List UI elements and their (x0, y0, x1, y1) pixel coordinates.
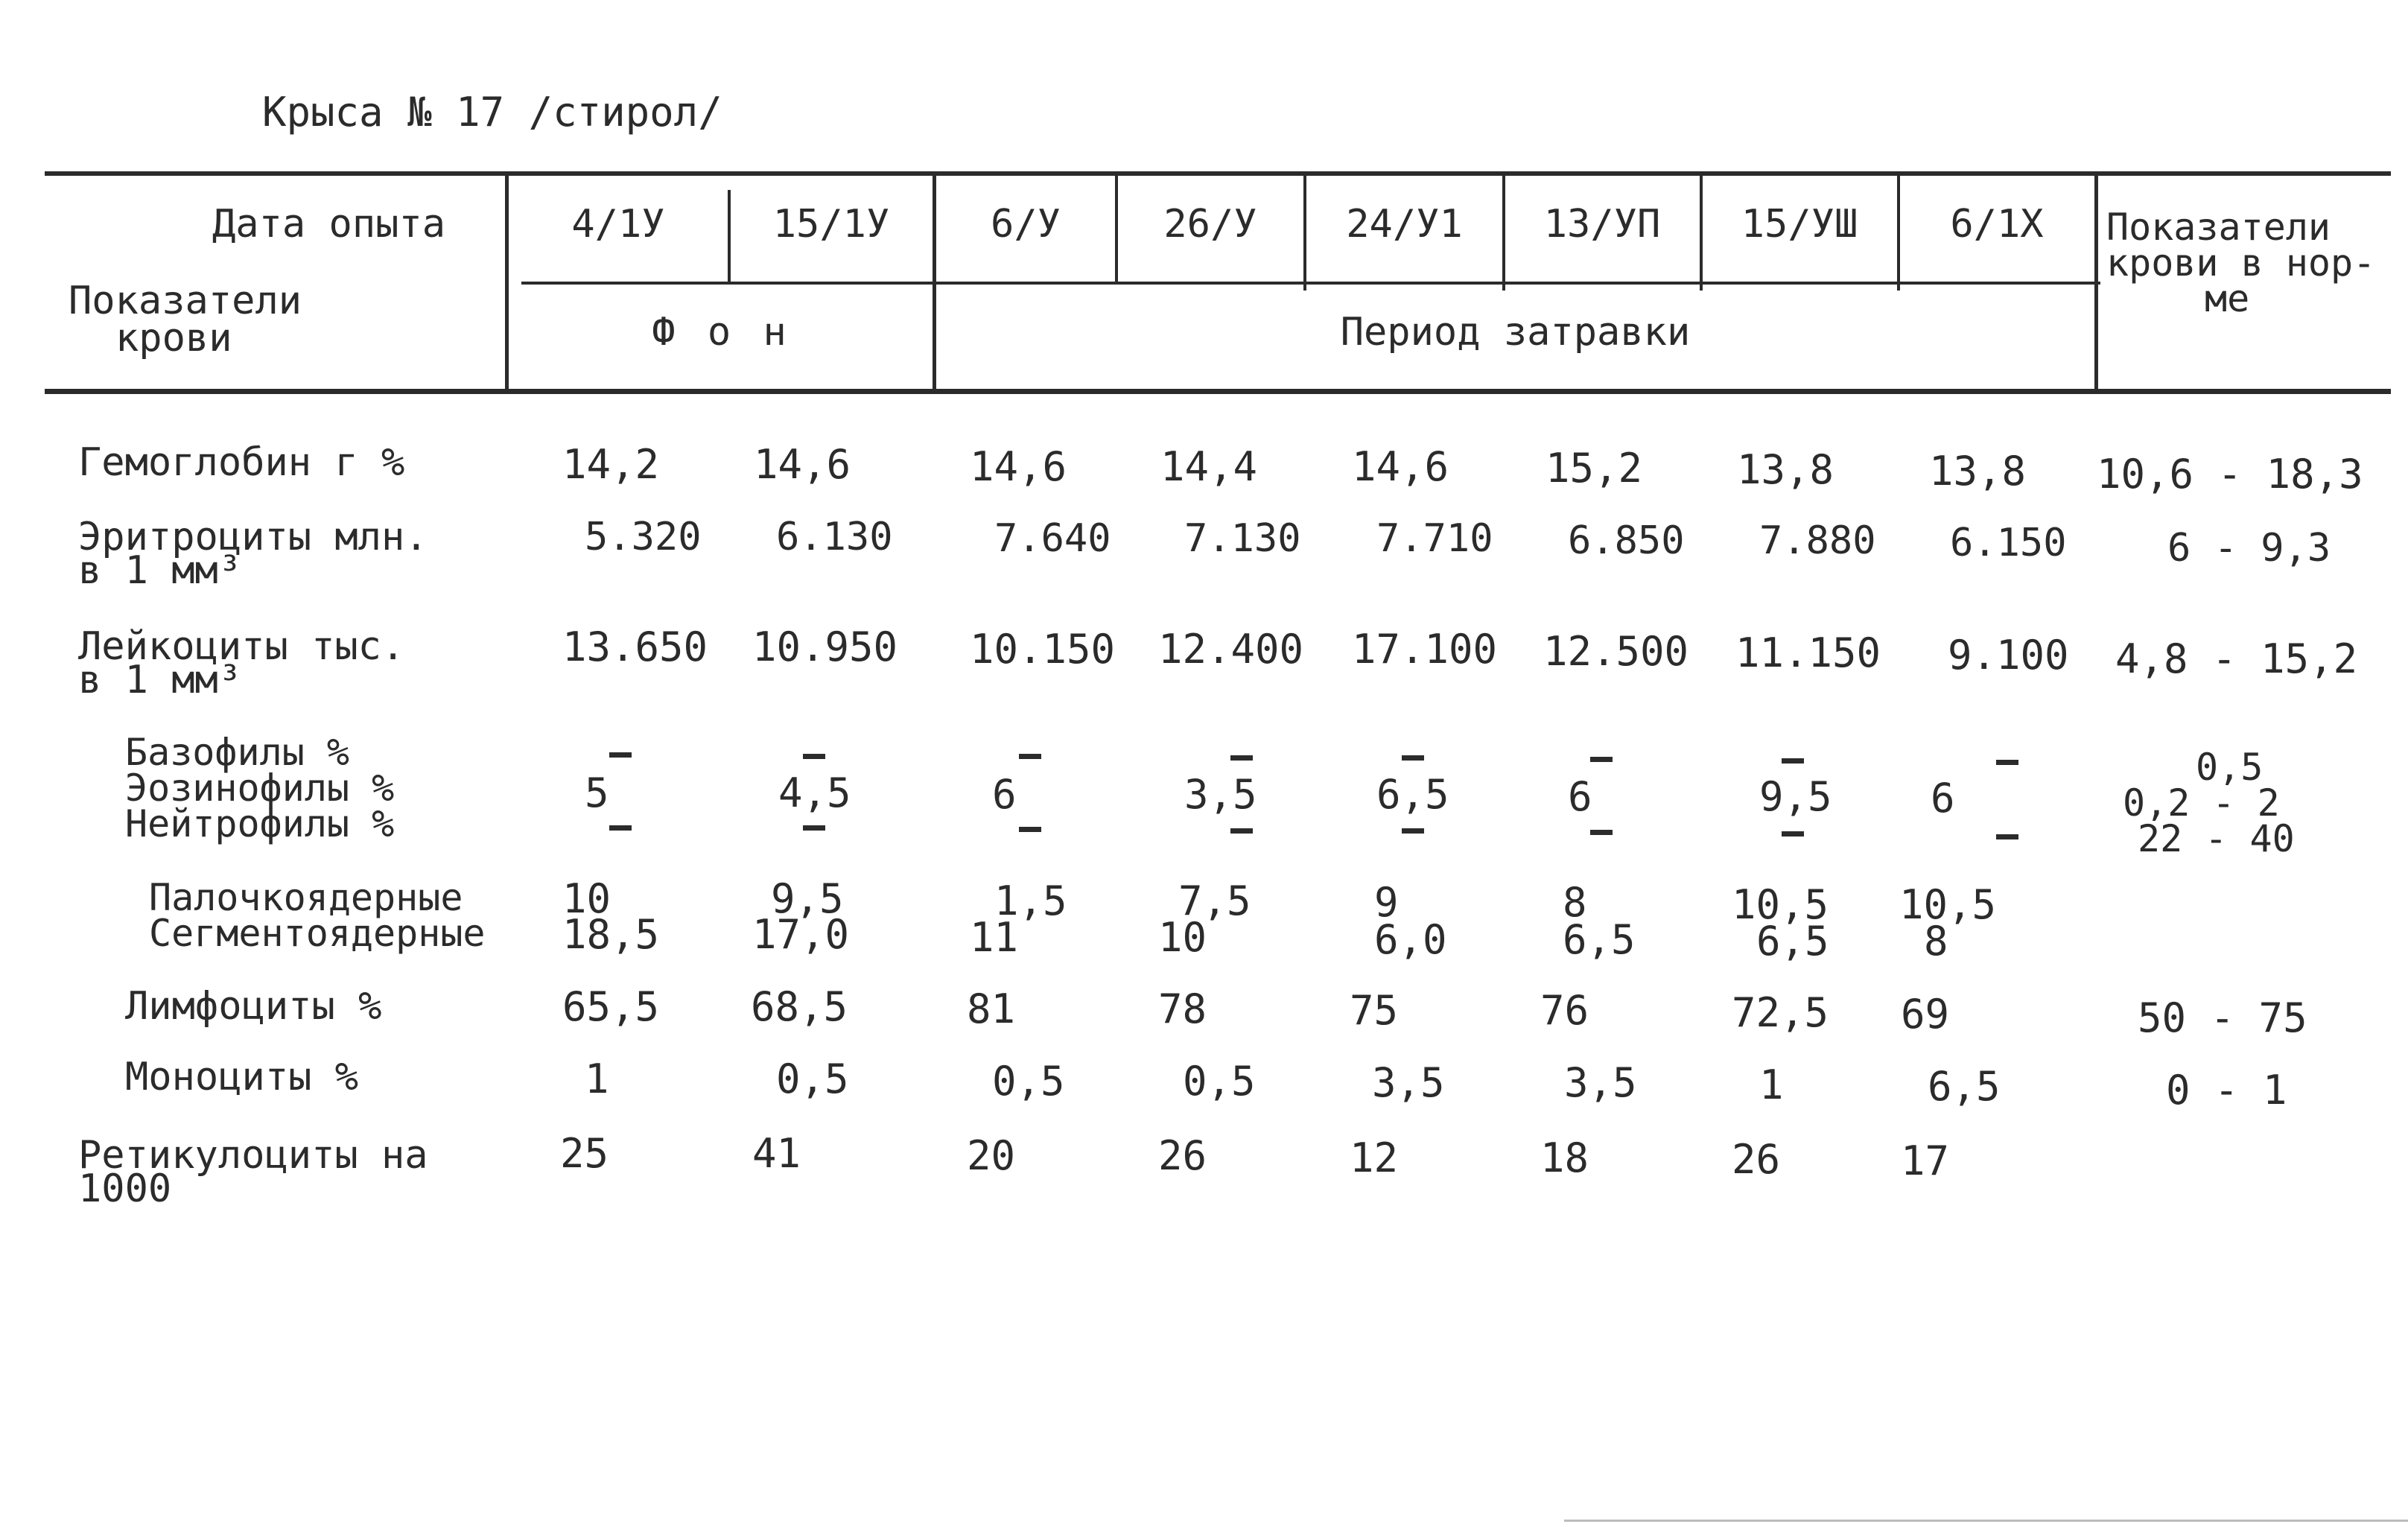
eosinophils-value-3: 6 (992, 771, 1017, 818)
band-value-3: 1,5 (994, 877, 1067, 924)
segmented-value-2: 17,0 (752, 911, 850, 958)
eosinophils-value-2: 4,5 (778, 769, 851, 816)
eosinophils-value-8: 6 (1931, 775, 1955, 822)
table-header-bottom-rule (45, 389, 2391, 394)
basophils-dash-5 (1402, 755, 1424, 761)
header-divider-norm (2094, 174, 2098, 391)
erythrocytes-label-line2: в 1 мм³ (78, 548, 242, 593)
reticulocytes-value-3: 20 (967, 1132, 1016, 1179)
erythrocytes-value-2: 6.130 (776, 515, 893, 559)
band-value-2: 9,5 (771, 875, 844, 922)
monocytes-label: Моноциты % (125, 1055, 359, 1099)
indicators-label-line2: крови (115, 316, 232, 361)
segmented-value-6: 6,5 (1563, 916, 1636, 963)
neutrophils-dash-1 (609, 825, 632, 831)
leukocytes-value-1: 13.650 (562, 623, 708, 670)
neutrophils-dash-2 (803, 825, 825, 831)
erythrocytes-value-1: 5.320 (585, 515, 702, 559)
band-value-6: 8 (1563, 879, 1587, 926)
lymphocytes-norm: 50 - 75 (2138, 994, 2307, 1041)
date-header-4: 26/У (1163, 202, 1257, 247)
band-value-1: 10 (562, 875, 611, 922)
leukocytes-value-3: 10.150 (970, 626, 1116, 673)
erythrocytes-value-6: 6.850 (1568, 518, 1685, 563)
date-header-2: 15/1У (772, 202, 890, 247)
hemoglobin-value-7: 13,8 (1737, 446, 1834, 493)
scan-edge-line (1564, 1520, 2408, 1522)
hemoglobin-norm: 10,6 - 18,3 (2097, 451, 2363, 498)
monocytes-value-5: 3,5 (1372, 1059, 1445, 1106)
monocytes-value-4: 0,5 (1183, 1058, 1256, 1105)
leukocytes-norm: 4,8 - 15,2 (2115, 635, 2358, 682)
erythrocytes-value-8: 6.150 (1950, 521, 2067, 565)
hemoglobin-value-2: 14,6 (754, 441, 851, 488)
header-divider-date-5 (1502, 174, 1505, 291)
page-title: Крыса № 17 /стирол/ (262, 89, 722, 136)
reticulocytes-value-8: 17 (1901, 1137, 1950, 1184)
monocytes-value-2: 0,5 (776, 1055, 849, 1102)
basophils-dash-1 (609, 752, 632, 758)
header-divider-fon (933, 174, 936, 391)
monocytes-norm: 0 - 1 (2166, 1067, 2287, 1114)
reticulocytes-value-1: 25 (560, 1130, 609, 1177)
basophils-dash-8 (1996, 760, 2018, 765)
indicators-label-line1: Показатели (69, 279, 302, 323)
lymphocytes-value-5: 75 (1350, 987, 1399, 1034)
erythrocytes-value-7: 7.880 (1759, 518, 1876, 563)
table-top-rule (45, 171, 2391, 176)
neutrophils-dash-8 (1996, 834, 2018, 839)
eosinophils-value-1: 5 (585, 769, 609, 816)
basophils-label: Базофилы % (125, 731, 350, 774)
band-value-5: 9 (1374, 879, 1399, 926)
reticulocytes-value-5: 12 (1350, 1134, 1399, 1181)
neutrophils-dash-5 (1402, 828, 1424, 834)
band-value-4: 7,5 (1178, 877, 1251, 924)
date-header-6: 13/УП (1543, 202, 1661, 247)
reticulocytes-value-4: 26 (1158, 1132, 1207, 1179)
erythrocytes-value-3: 7.640 (994, 516, 1111, 561)
header-divider-date-3 (1115, 174, 1118, 283)
header-divider-date-7 (1897, 174, 1900, 291)
date-header-8: 6/1Х (1950, 202, 2044, 247)
neutrophils-dash-7 (1782, 831, 1804, 836)
eosinophils-value-5: 6,5 (1376, 771, 1449, 818)
basophils-dash-3 (1019, 754, 1041, 759)
monocytes-value-7: 1 (1759, 1061, 1784, 1108)
date-header-1: 4/1У (571, 202, 665, 247)
hemoglobin-value-6: 15,2 (1545, 445, 1643, 492)
header-divider-date-6 (1700, 174, 1703, 291)
lymphocytes-value-1: 65,5 (562, 983, 660, 1030)
monocytes-value-8: 6,5 (1928, 1063, 2001, 1110)
lymphocytes-value-6: 76 (1540, 987, 1589, 1034)
reticulocytes-value-6: 18 (1540, 1134, 1589, 1181)
reticulocytes-value-7: 26 (1732, 1136, 1781, 1183)
header-divider-date-4 (1303, 174, 1306, 291)
basophils-norm: 0,5 (2196, 746, 2264, 789)
leukocytes-value-5: 17.100 (1352, 626, 1498, 673)
erythrocytes-label-line1: Эритроциты млн. (78, 515, 428, 559)
basophils-dash-7 (1782, 758, 1804, 764)
segmented-value-4: 10 (1158, 914, 1207, 961)
erythrocytes-norm: 6 - 9,3 (2167, 526, 2331, 571)
hemoglobin-value-1: 14,2 (562, 441, 660, 488)
reticulocytes-value-2: 41 (752, 1130, 801, 1177)
lymphocytes-value-3: 81 (967, 985, 1016, 1032)
hemoglobin-value-8: 13,8 (1929, 448, 2027, 495)
leukocytes-value-7: 11.150 (1735, 629, 1881, 676)
leukocytes-value-2: 10.950 (752, 623, 898, 670)
hemoglobin-label: Гемоглобин г % (78, 440, 405, 485)
monocytes-value-1: 1 (585, 1055, 609, 1102)
leukocytes-value-6: 12.500 (1543, 628, 1689, 675)
eosinophils-value-6: 6 (1568, 773, 1592, 820)
date-header-5: 24/У1 (1346, 202, 1463, 247)
leukocytes-label-line2: в 1 мм³ (78, 658, 242, 702)
lymphocytes-value-4: 78 (1158, 985, 1207, 1032)
leukocytes-value-4: 12.400 (1158, 626, 1304, 673)
reticulocytes-label-line2: 1000 (78, 1166, 172, 1211)
erythrocytes-value-5: 7.710 (1376, 516, 1493, 561)
date-header-7: 15/УШ (1741, 202, 1858, 247)
neutrophils-dash-3 (1019, 827, 1041, 832)
segmented-value-1: 18,5 (562, 911, 660, 958)
segmented-value-8: 8 (1924, 918, 1948, 965)
monocytes-value-3: 0,5 (992, 1058, 1065, 1105)
neutrophils-dash-4 (1230, 828, 1253, 834)
neutrophils-norm: 22 - 40 (2138, 817, 2295, 860)
basophils-dash-2 (803, 754, 825, 759)
header-divider-indicators (505, 174, 509, 391)
lymphocytes-label: Лимфоциты % (125, 984, 382, 1029)
segmented-value-7: 6,5 (1756, 918, 1829, 965)
lymphocytes-value-8: 69 (1901, 991, 1950, 1038)
eosinophils-value-7: 9,5 (1759, 773, 1832, 820)
erythrocytes-value-4: 7.130 (1184, 516, 1301, 561)
monocytes-value-6: 3,5 (1564, 1059, 1637, 1106)
norm-label-line2: крови в нор- (2106, 241, 2376, 285)
leukocytes-value-8: 9.100 (1948, 632, 2069, 679)
hemoglobin-value-3: 14,6 (970, 443, 1067, 490)
date-header-3: 6/У (991, 202, 1061, 247)
neutrophils-label: Нейтрофилы % (125, 802, 395, 845)
hemoglobin-value-5: 14,6 (1352, 443, 1449, 490)
basophils-dash-4 (1230, 755, 1253, 761)
segmented-label: Сегментоядерные (149, 912, 486, 955)
band-value-8: 10,5 (1899, 881, 1997, 928)
hemoglobin-value-4: 14,4 (1160, 443, 1258, 490)
basophils-dash-6 (1590, 757, 1613, 762)
lymphocytes-value-7: 72,5 (1732, 989, 1829, 1036)
exposure-period-label: Период затравки (1340, 310, 1691, 355)
eosinophils-norm: 0,2 - 2 (2123, 781, 2280, 825)
leukocytes-label-line1: Лейкоциты тыс. (78, 624, 405, 669)
neutrophils-dash-6 (1590, 830, 1613, 835)
band-label: Палочкоядерные (149, 876, 463, 919)
eosinophils-value-4: 3,5 (1184, 771, 1257, 818)
reticulocytes-label-line1: Ретикулоциты на (78, 1133, 428, 1178)
lymphocytes-value-2: 68,5 (751, 983, 848, 1030)
norm-label-line3: ме (2205, 277, 2250, 320)
background-period-label: Ф о н (652, 310, 791, 355)
eosinophils-label: Эозинофилы % (125, 766, 395, 810)
norm-label-line1: Показатели (2106, 206, 2331, 249)
band-value-7: 10,5 (1732, 881, 1829, 928)
header-divider-date-1 (728, 190, 731, 283)
date-row-rule (521, 282, 2100, 285)
segmented-value-5: 6,0 (1374, 916, 1447, 963)
date-label: Дата опыта (212, 202, 446, 247)
segmented-value-3: 11 (970, 914, 1019, 961)
